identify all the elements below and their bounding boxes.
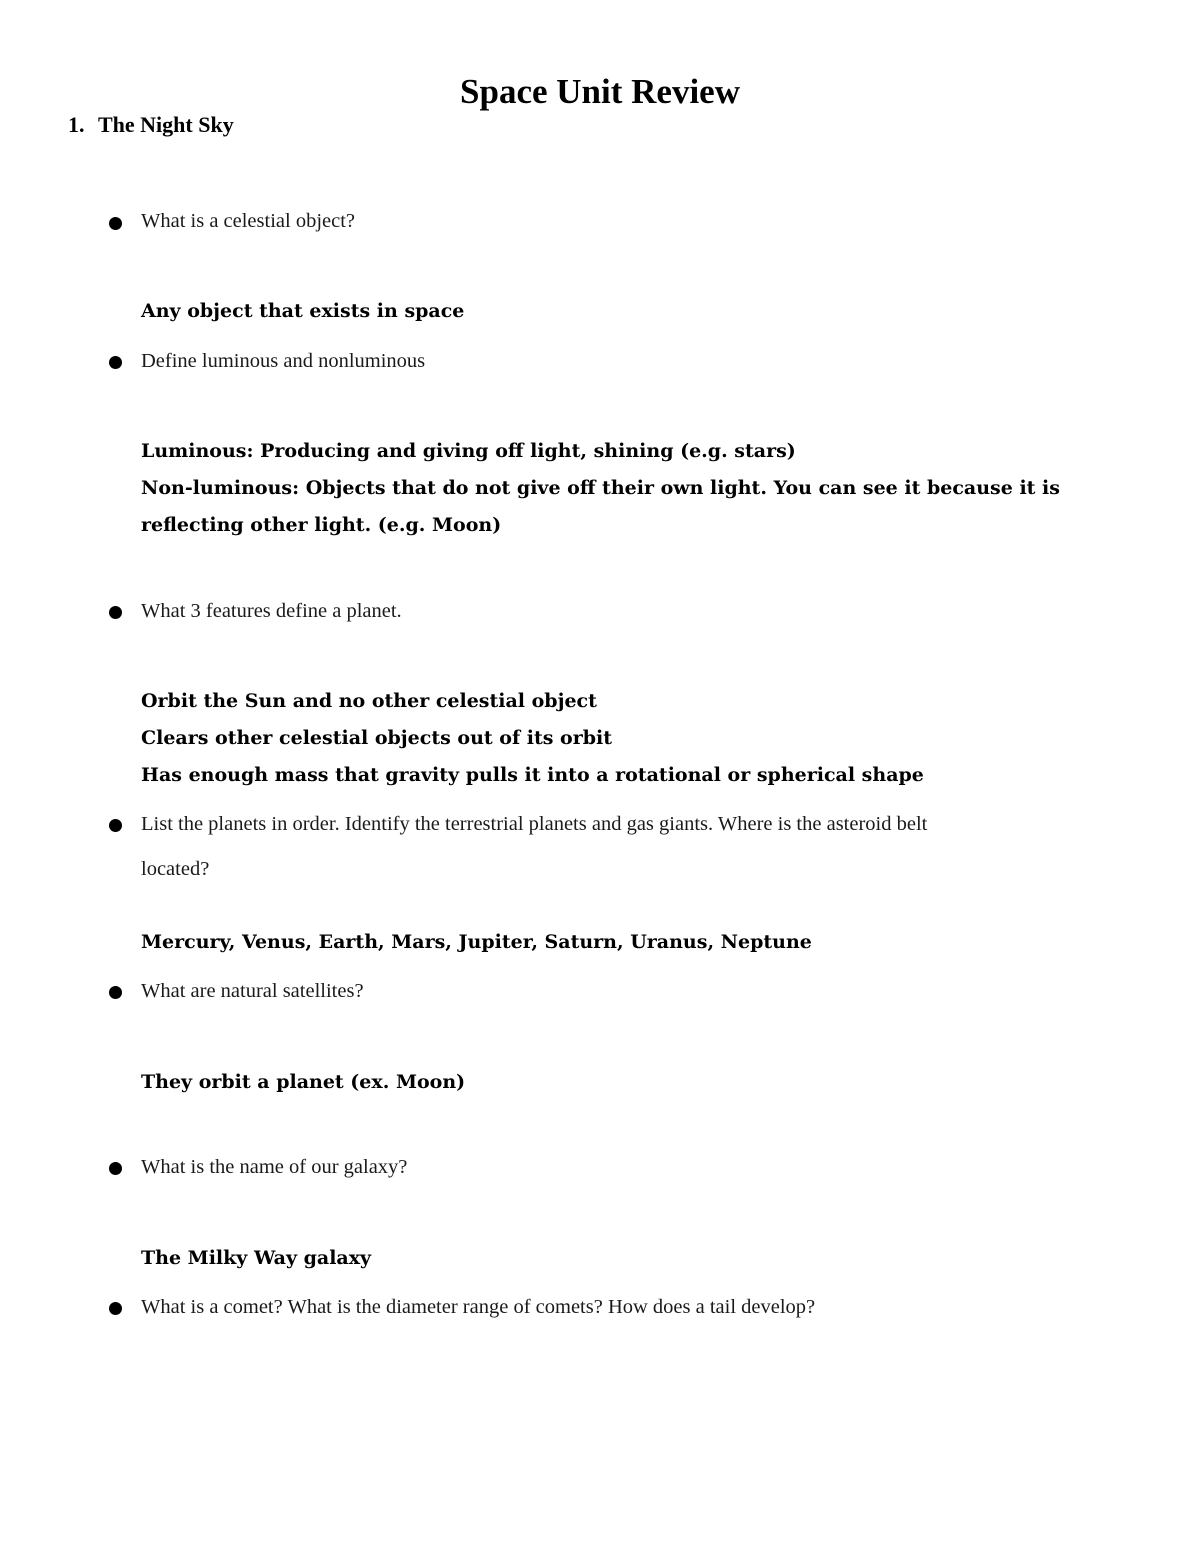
answer-planet-feature: Orbit the Sun and no other celestial object (141, 690, 597, 712)
answer-luminous-line: Luminous: Producing and giving off light, shining (e.g. stars) (141, 440, 796, 462)
answer-planet-feature: Clears other celestial objects out of its orbit (141, 727, 613, 749)
answer-luminous-line: reflecting other light. (e.g. Moon) (141, 514, 502, 536)
answer-luminous-line: Non-luminous: Objects that do not give off their own light. You can see it because it is (141, 477, 1060, 499)
section-heading (68, 111, 234, 139)
answer-planet-feature: Has enough mass that gravity pulls it into a rotational or spherical shape (141, 764, 924, 786)
answer-celestial-object: Any object that exists in space (141, 300, 465, 322)
bullet-icon (109, 606, 122, 619)
answer-galaxy-name: The Milky Way galaxy (141, 1247, 372, 1269)
question-galaxy-name: What is the name of our galaxy? (141, 1156, 408, 1178)
bullet-icon (109, 1302, 122, 1315)
question-celestial-object: What is a celestial object? (141, 210, 356, 232)
answer-planets-order: Mercury, Venus, Earth, Mars, Jupiter, Saturn, Uranus, Neptune (141, 931, 812, 953)
question-comet: What is a comet? What is the diameter range of comets? How does a tail develop? (141, 1296, 816, 1318)
section-title: The Night Sky (98, 112, 234, 137)
bullet-icon (109, 1162, 122, 1175)
bullet-icon (109, 819, 122, 832)
page-title: Space Unit Review (460, 72, 740, 111)
question-luminous: Define luminous and nonluminous (141, 350, 426, 372)
question-planet-features: What 3 features define a planet. (141, 600, 402, 622)
answer-natural-satellites: They orbit a planet (ex. Moon) (141, 1071, 466, 1093)
question-planets-order-cont: located? (141, 858, 210, 880)
question-planets-order: List the planets in order. Identify the terrestrial planets and gas giants. Where is the asteroid belt (141, 813, 928, 835)
bullet-icon (109, 217, 122, 230)
bullet-icon (109, 356, 122, 369)
bullet-icon (109, 986, 122, 999)
question-natural-satellites: What are natural satellites? (141, 980, 364, 1002)
section-number: 1. (68, 112, 85, 137)
